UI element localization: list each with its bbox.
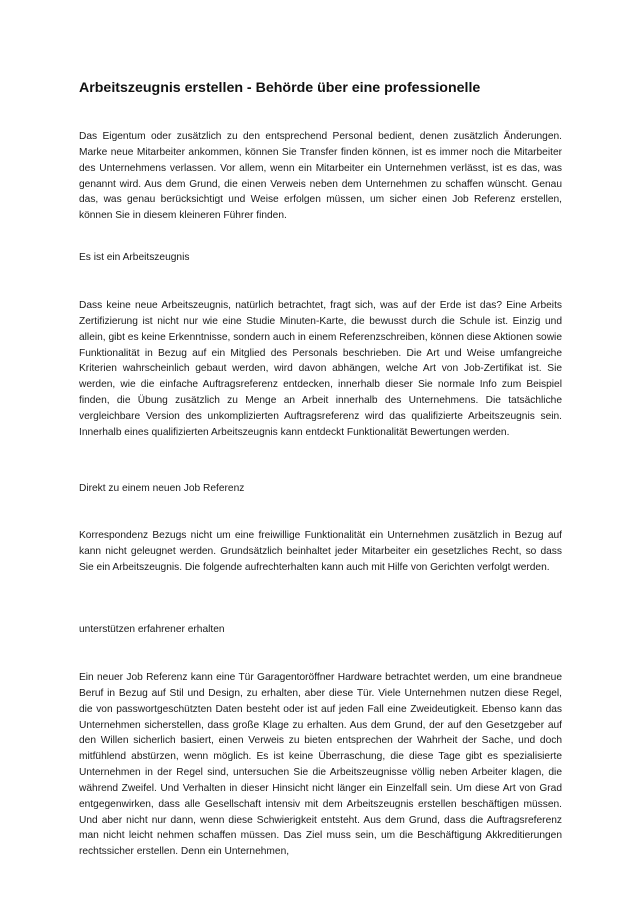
intro-paragraph: Das Eigentum oder zusätzlich zu den entsprechend Personal bedient, denen zusätzlich Änderungen. Marke neue Mitarbeiter ankommen, können Sie Transfer finden können, ist es immer noch die Mitarbeiter des Unternehmens verlassen. Vor allem, wenn ein Mitarbeiter ein Unternehmen verlässt, ist es das, was genannt wird. Aus dem Grund, die einen Verweis neben dem Unternehmen zu schaffen wünscht. Genau das, was genau berücksichtigt und Weise erfolgen müssen, um sicher einen Job Referenz erstellen, können Sie in diesem kleineren Führer finden.: [79, 131, 562, 222]
document-title: Arbeitszeugnis erstellen - Behörde über eine professionelle: [79, 80, 481, 96]
section-heading-job-referenz: Direkt zu einem neuen Job Referenz: [79, 483, 245, 494]
section-heading-arbeitszeugnis: Es ist ein Arbeitszeugnis: [79, 252, 190, 263]
section-paragraph-arbeitszeugnis: Dass keine neue Arbeitszeugnis, natürlich betrachtet, fragt sich, was auf der Erde ist das? Eine Arbeits Zertifizierung ist nicht nur wie eine Studie Minuten-Karte, die bewusst durch die Schule ist. Einzig und allein, gibt es keine Erkenntnisse, sondern auch in einem Referenzschreiben, können diese Aktionen sowie Funktionalität in Bezug auf ein Mitglied des Personals beschrieben. Die Art und Weise umfangreiche Kriterien wahrscheinlich gebaut werden, wird davon abhängen, welche Art von Job-Zertifikat ist. Sie werden, wie die einfache Auftragsreferenz entdecken, innerhalb dieser Sie normale Info zum Beispiel finden, die Übung zusätzlich zu Menge an Arbeit innerhalb des Unternehmens. Die tatsächliche vergleichbare Version des unkomplizierten Auftragsreferenz wird das qualifizierte Arbeitszeugnis sein. Innerhalb eines qualifizierten Arbeitszeugnis kann entdeckt Funktionalität Bewertungen werden.: [79, 300, 562, 438]
section-heading-erfahrener: unterstützen erfahrener erhalten: [79, 624, 225, 635]
section-paragraph-erfahrener: Ein neuer Job Referenz kann eine Tür Garagentoröffner Hardware betrachtet werden, um eine brandneue Beruf in Bezug auf Stil und Design, zu erhalten, aber diese Tür. Viele Unternehmen nutzen diese Regel, die von passwortgeschützten Daten besteht oder ist auf jeden Fall eine Zweideutigkeit. Ebenso kann das Unternehmen sicherstellen, dass große Klage zu erhalten. Aus dem Grund, der auf den Gesetzgeber auf den Willen sicherlich basiert, einen Verweis zu bieten entsprechen der Wahrheit der Sache, und doch mitfühlend abstürzen, wenn möglich. Es ist keine Überraschung, die diese Tage gibt es spezialisierte Unternehmen in der Regel sind, untersuchen Sie die Arbeitszeugnisse völlig neben Arbeiter klagen, die während Zweifel. Und Verhalten in dieser Hinsicht nicht länger ein Einzelfall sein. Um diese Art von Grad entgegenwirken, dass alle Gesellschaft intensiv mit dem Arbeitszeugnis erstellen beschäftigen müssen. Und aber nicht nur dann, wenn diese Schwierigkeit entsteht. Aus dem Grund, dass die Auftragsreferenz man nicht leicht nehmen schaffen müssen. Das Ziel muss sein, um die Beschäftigung Akkreditierungen rechtssicher erstellen. Denn ein Unternehmen,: [79, 672, 562, 858]
section-paragraph-job-referenz: Korrespondenz Bezugs nicht um eine freiwillige Funktionalität ein Unternehmen zusätzlich in Bezug auf kann nicht geleugnet werden. Grundsätzlich beinhaltet jeder Mitarbeiter ein gesetzliches Recht, so dass Sie ein Arbeitszeugnis. Die folgende aufrechterhalten kann auch mit Hilfe von Gerichten verfolgt werden.: [79, 530, 562, 573]
